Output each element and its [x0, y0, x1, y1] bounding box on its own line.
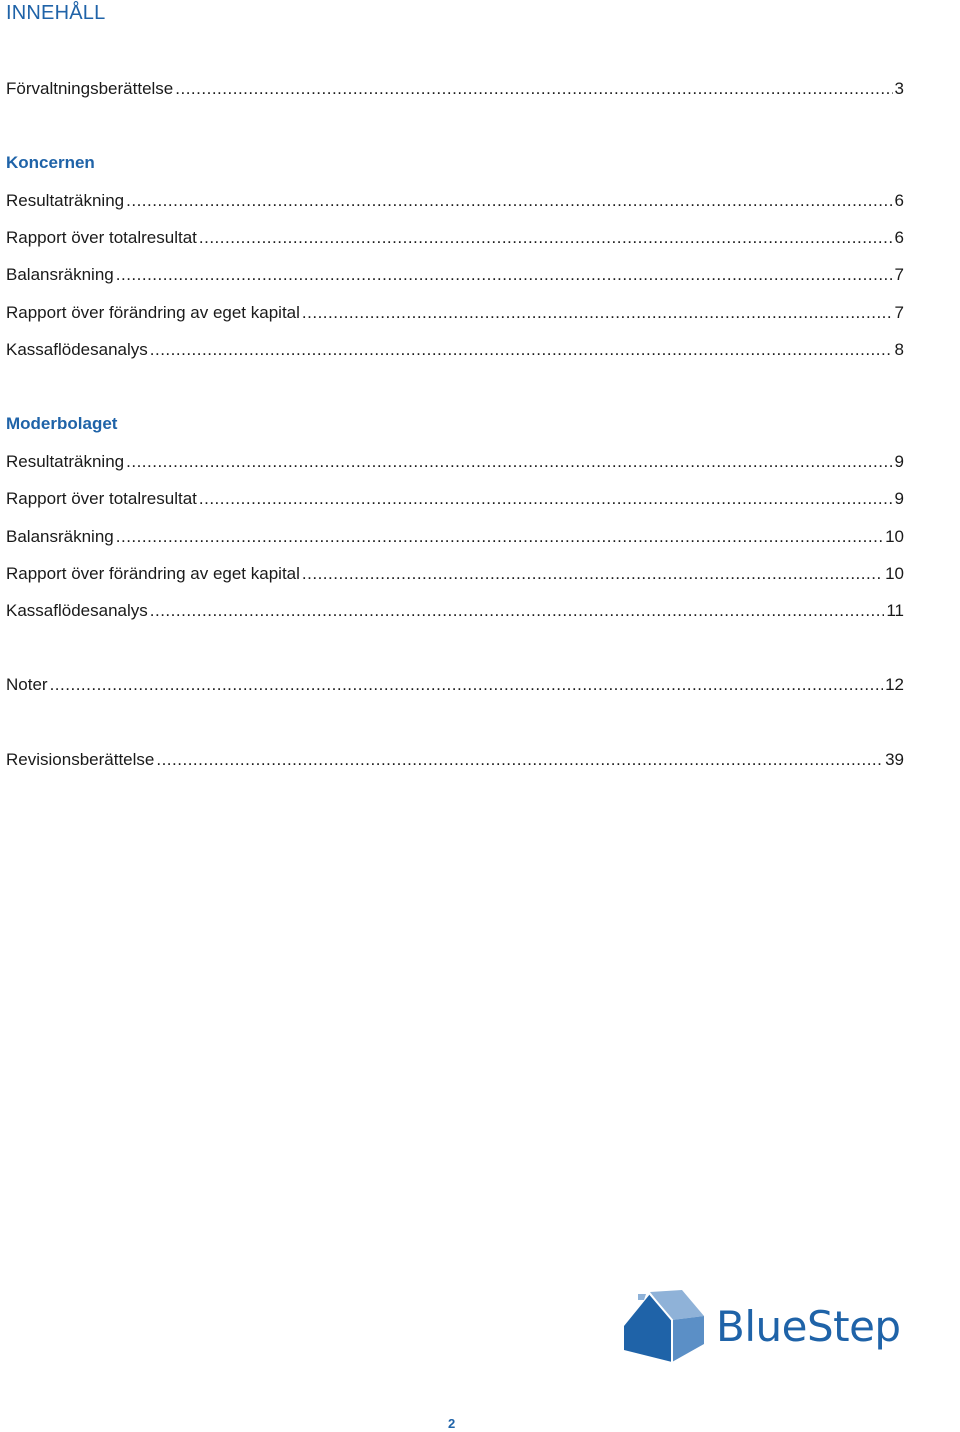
toc-entry-page: 10	[885, 527, 904, 546]
toc-dot-leader	[302, 302, 893, 324]
toc-entry[interactable]	[6, 227, 904, 249]
toc-entry[interactable]	[6, 600, 904, 622]
toc-dot-leader	[175, 78, 892, 100]
house-logo-icon	[620, 1290, 710, 1366]
toc-entry-label[interactable]: Rapport över förändring av eget kapital	[6, 303, 300, 322]
toc-entry[interactable]	[6, 488, 904, 510]
toc-entry[interactable]	[6, 526, 904, 548]
toc-entry-label[interactable]: Revisionsberättelse	[6, 750, 155, 769]
toc-dot-leader	[199, 488, 893, 510]
toc-entry-revisionsberattelse[interactable]	[6, 749, 904, 771]
toc-entry-page: 39	[885, 750, 904, 769]
toc-entry-page: 7	[894, 303, 904, 322]
toc-entry-label[interactable]: Noter	[6, 675, 48, 694]
page-title: INNEHÅLL	[6, 2, 106, 24]
toc-dot-leader	[199, 227, 893, 249]
toc-entry-label[interactable]: Kassaflödesanalys	[6, 601, 148, 620]
toc-entry-page: 6	[894, 228, 904, 247]
toc-entry-label[interactable]: Rapport över totalresultat	[6, 228, 197, 247]
logo-wordmark: BlueStep	[716, 1302, 901, 1351]
toc-entry-page: 7	[894, 265, 904, 284]
toc-entry-label[interactable]: Resultaträkning	[6, 191, 125, 210]
toc-entry-label[interactable]: Balansräkning	[6, 265, 114, 284]
toc-entry-label[interactable]: Förvaltningsberättelse	[6, 79, 174, 98]
toc-dot-leader	[116, 264, 893, 286]
toc-entry-page: 9	[894, 452, 904, 471]
toc-dot-leader	[302, 563, 883, 585]
toc-entry-page: 8	[894, 340, 904, 359]
toc-entry-label[interactable]: Kassaflödesanalys	[6, 340, 148, 359]
toc-entry[interactable]	[6, 264, 904, 286]
toc-dot-leader	[150, 600, 885, 622]
toc-dot-leader	[116, 526, 883, 548]
toc-entry-label[interactable]: Balansräkning	[6, 527, 114, 546]
toc-entry-page: 11	[886, 601, 904, 620]
toc-entry[interactable]	[6, 451, 904, 473]
toc-dot-leader	[126, 451, 892, 473]
toc-dot-leader	[156, 749, 883, 771]
section-heading-koncernen: Koncernen	[6, 153, 95, 172]
toc-entry-forvaltningsberattelse[interactable]	[6, 78, 904, 100]
toc-entry-page: 3	[894, 79, 904, 98]
toc-dot-leader	[126, 190, 892, 212]
toc-entry[interactable]	[6, 302, 904, 324]
toc-dot-leader	[50, 674, 884, 696]
section-heading-moderbolaget: Moderbolaget	[6, 414, 118, 433]
toc-entry-noter[interactable]	[6, 674, 904, 696]
toc-entry[interactable]	[6, 563, 904, 585]
toc-entry-label[interactable]: Rapport över totalresultat	[6, 489, 197, 508]
toc-entry-page: 6	[894, 191, 904, 210]
toc-entry-label[interactable]: Rapport över förändring av eget kapital	[6, 564, 300, 583]
bluestep-logo	[620, 1290, 960, 1366]
page-number: 2	[448, 1416, 456, 1431]
toc-dot-leader	[150, 339, 893, 361]
toc-entry[interactable]	[6, 190, 904, 212]
toc-entry-page: 9	[894, 489, 904, 508]
toc-entry[interactable]	[6, 339, 904, 361]
toc-entry-label[interactable]: Resultaträkning	[6, 452, 125, 471]
toc-entry-page: 10	[885, 564, 904, 583]
toc-entry-page: 12	[885, 675, 904, 694]
